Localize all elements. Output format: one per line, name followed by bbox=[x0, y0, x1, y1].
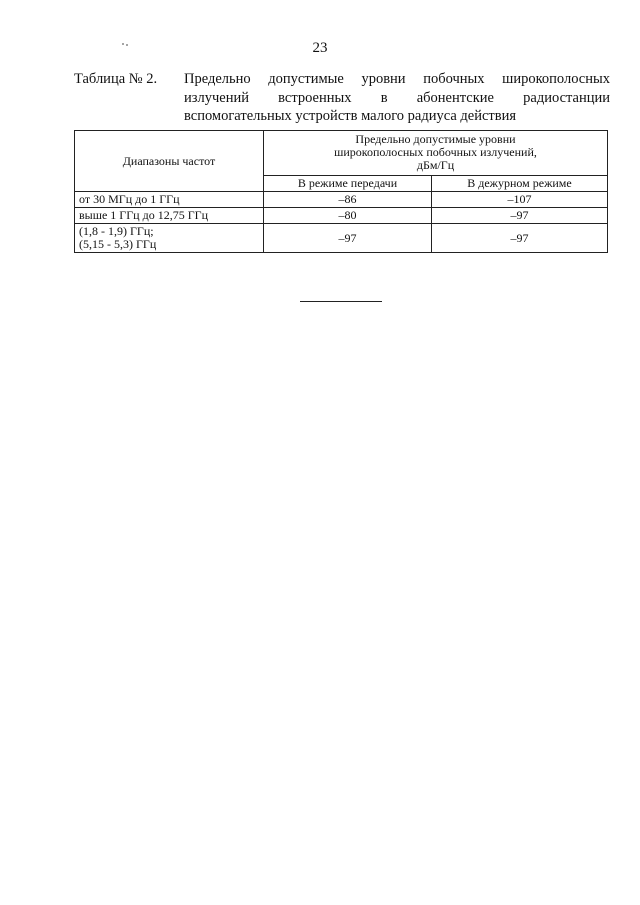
emission-limits-table bbox=[74, 130, 608, 253]
header-standby-mode: В дежурном режиме bbox=[431, 176, 607, 192]
header-permissible-levels-line-2: широкополосных побочных излучений, bbox=[334, 145, 537, 159]
row-3-frequency-range-line-2: (5,15 - 5,3) ГГц bbox=[79, 237, 157, 251]
header-permissible-levels bbox=[264, 131, 608, 176]
table-caption bbox=[74, 70, 610, 126]
header-permissible-levels-line-3: дБм/Гц bbox=[416, 158, 455, 172]
table-row bbox=[75, 208, 608, 224]
row-3-frequency-range bbox=[75, 224, 264, 253]
row-2-standby-level: –97 bbox=[431, 208, 607, 224]
row-3-frequency-range-line-1: (1,8 - 1,9) ГГц; bbox=[79, 224, 154, 238]
row-3-transmit-level: –97 bbox=[264, 224, 432, 253]
row-2-transmit-level: –80 bbox=[264, 208, 432, 224]
row-2-frequency-range: выше 1 ГГц до 12,75 ГГц bbox=[75, 208, 264, 224]
end-divider-line bbox=[300, 301, 382, 302]
scan-speck bbox=[122, 43, 124, 45]
table-header-row bbox=[75, 131, 608, 176]
header-transmit-mode: В режиме передачи bbox=[264, 176, 432, 192]
table-row bbox=[75, 192, 608, 208]
row-1-transmit-level: –86 bbox=[264, 192, 432, 208]
header-permissible-levels-line-1: Предельно допустимые уровни bbox=[355, 132, 516, 146]
row-3-standby-level: –97 bbox=[431, 224, 607, 253]
scan-speck bbox=[126, 44, 128, 46]
header-frequency-ranges: Диапазоны частот bbox=[75, 131, 264, 192]
table-caption-line-3: вспомогательных устройств малого радиуса действия bbox=[184, 108, 517, 124]
page-number: 23 bbox=[312, 40, 328, 56]
table-caption-line-1: Предельно допустимые уровни побочных широкополосных bbox=[184, 71, 610, 87]
table-row bbox=[75, 224, 608, 253]
row-1-standby-level: –107 bbox=[431, 192, 607, 208]
table-caption-label: Таблица № 2. bbox=[74, 71, 158, 87]
row-1-frequency-range: от 30 МГц до 1 ГГц bbox=[75, 192, 264, 208]
table-caption-line-2: излучений встроенных в абонентские радиостанции bbox=[184, 89, 610, 106]
